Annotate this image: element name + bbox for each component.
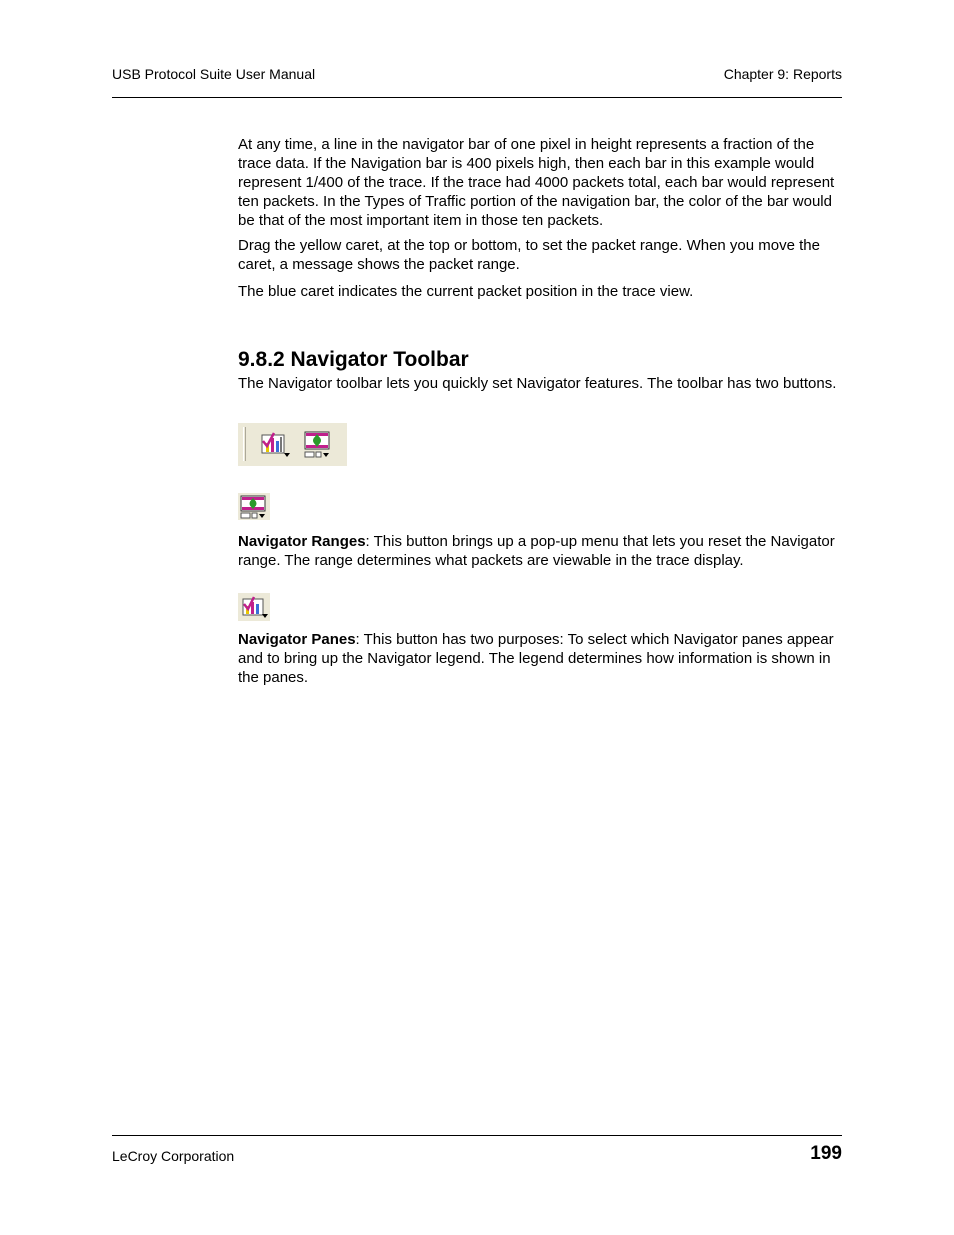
running-header-title: USB Protocol Suite User Manual [112, 66, 316, 82]
paragraph-blue-caret: The blue caret indicates the current packet position in the trace view. [238, 283, 694, 300]
paragraph-yellow-caret: Drag the yellow caret, at the top or bottom, to set the packet range. When you move the caret, a message shows the packet range. [238, 237, 820, 273]
navigator-panes-description [238, 630, 842, 687]
page-number: 199 [810, 1143, 842, 1164]
footer-divider [112, 1135, 842, 1136]
paragraph-navigator-bar-fraction: At any time, a line in the navigator bar of one pixel in height represents a fraction of the trace data. If the Navigation bar is 400 pixels high, then each bar in this example would represent 1/400 of the trace. If the trace had 4000 packets total, each bar would represent ten packets. In the Types of Traffic portion of the navigation bar, the color of the bar would be that of the most important item in those ten packets. [238, 136, 835, 229]
running-header-chapter: Chapter 9: Reports [723, 66, 842, 82]
footer-company: LeCroy Corporation [112, 1148, 235, 1164]
navigator-panes-icon [259, 429, 291, 459]
navigator-ranges-description [238, 532, 842, 570]
section-heading: 9.8.2 Navigator Toolbar [238, 348, 469, 371]
navigator-ranges-icon [302, 429, 334, 459]
navigator-panes-title: Navigator Panes [238, 631, 356, 648]
navigator-panes-icon [238, 593, 270, 621]
toolbar-grip-icon [243, 427, 246, 461]
section-intro: The Navigator toolbar lets you quickly set Navigator features. The toolbar has two buttons. [238, 375, 837, 392]
navigator-toolbar-image [238, 423, 347, 466]
navigator-panes-text: : This button has two purposes: To select which Navigator panes appear and to bring up the Navigator legend. The legend determines how information is shown in the panes. [238, 631, 834, 686]
navigator-ranges-icon [238, 493, 270, 520]
navigator-ranges-title: Navigator Ranges [238, 533, 366, 550]
header-divider [112, 97, 842, 98]
navigator-ranges-text: : This button brings up a pop-up menu that lets you reset the Navigator range. The range determines what packets are viewable in the trace display. [238, 533, 835, 569]
